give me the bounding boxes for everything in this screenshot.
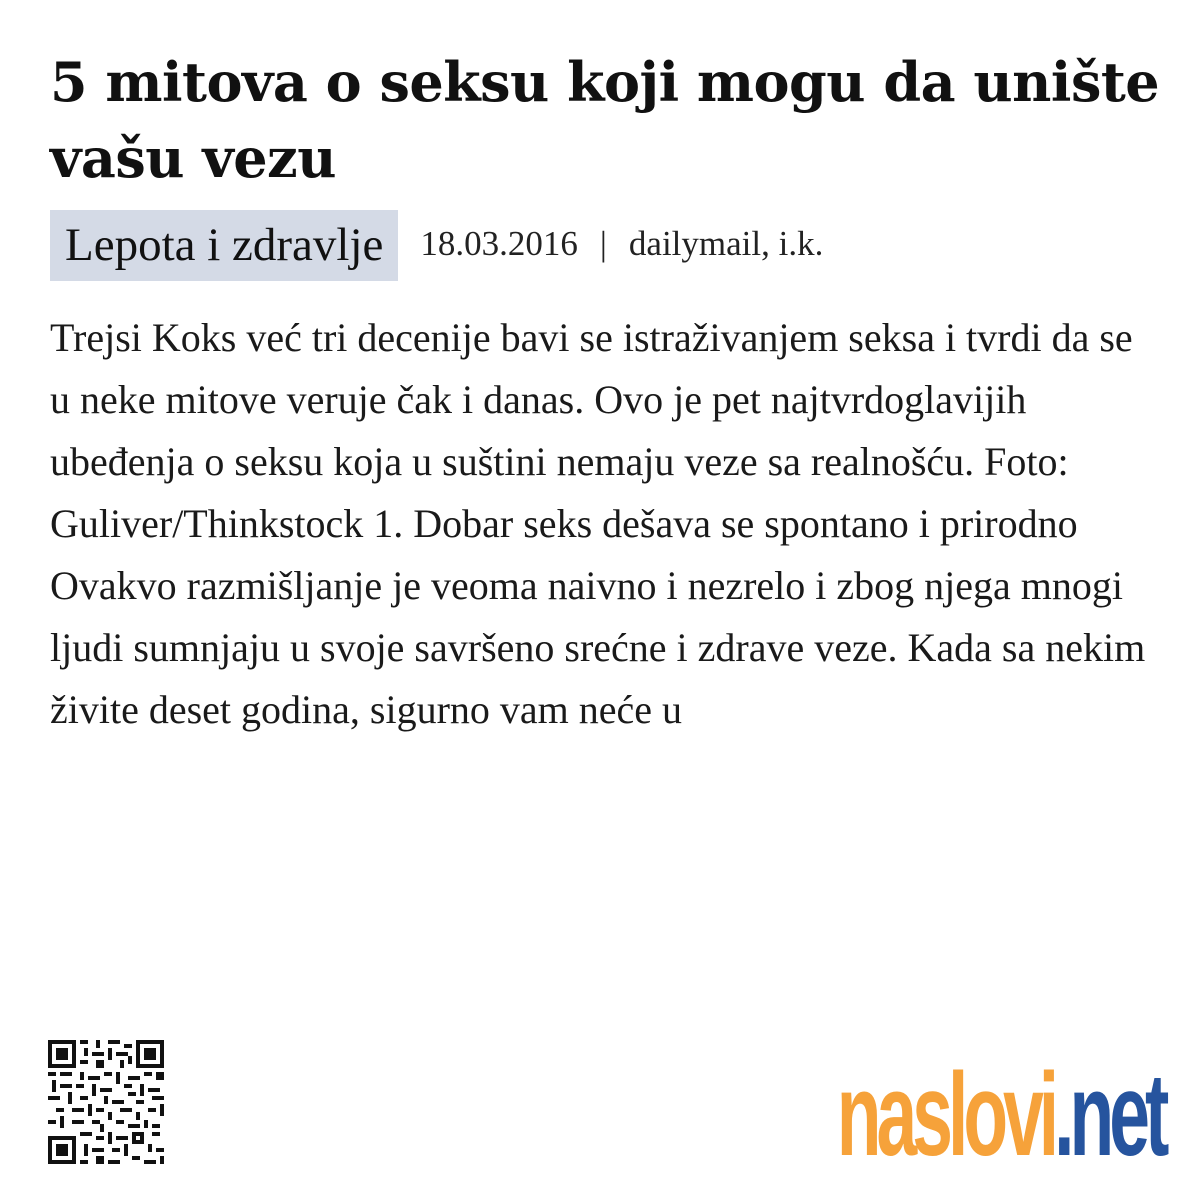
naslovi-logo[interactable] — [836, 1049, 1164, 1181]
article-source: dailymail, i.k. — [628, 224, 824, 263]
category-badge[interactable]: Lepota i zdravlje — [50, 210, 398, 281]
logo-part-naslovi: naslovi — [836, 1049, 1054, 1181]
logo-part-net: .net — [1053, 1049, 1164, 1181]
qr-code-icon — [48, 1040, 164, 1164]
article-body: Trejsi Koks već tri decenije bavi se istraživanjem seksa i tvrdi da se u neke mitove veruje čak i danas. Ovo je pet najtvrdoglavijih ubeđenja o seksu koja u suštini nemaju veze sa realnošću. Foto: Guliver/Thinkstock 1. Dobar seks dešava se spontano i prirodno Ovakvo razmišljanje je veoma naivno i nezrelo i zbog njega mnogi ljudi sumnjaju u svoje savršeno srećne i zdrave veze. Kada sa nekim živite deset godina, sigurno vam neće u — [50, 315, 1146, 732]
article-date: 18.03.2016 — [420, 224, 578, 263]
article-meta — [50, 210, 1160, 281]
article-title: 5 mitova o seksu koji mogu da unište vašu vezu — [50, 50, 1160, 190]
article — [50, 44, 1160, 741]
byline — [420, 224, 823, 264]
byline-separator: | — [599, 224, 607, 263]
